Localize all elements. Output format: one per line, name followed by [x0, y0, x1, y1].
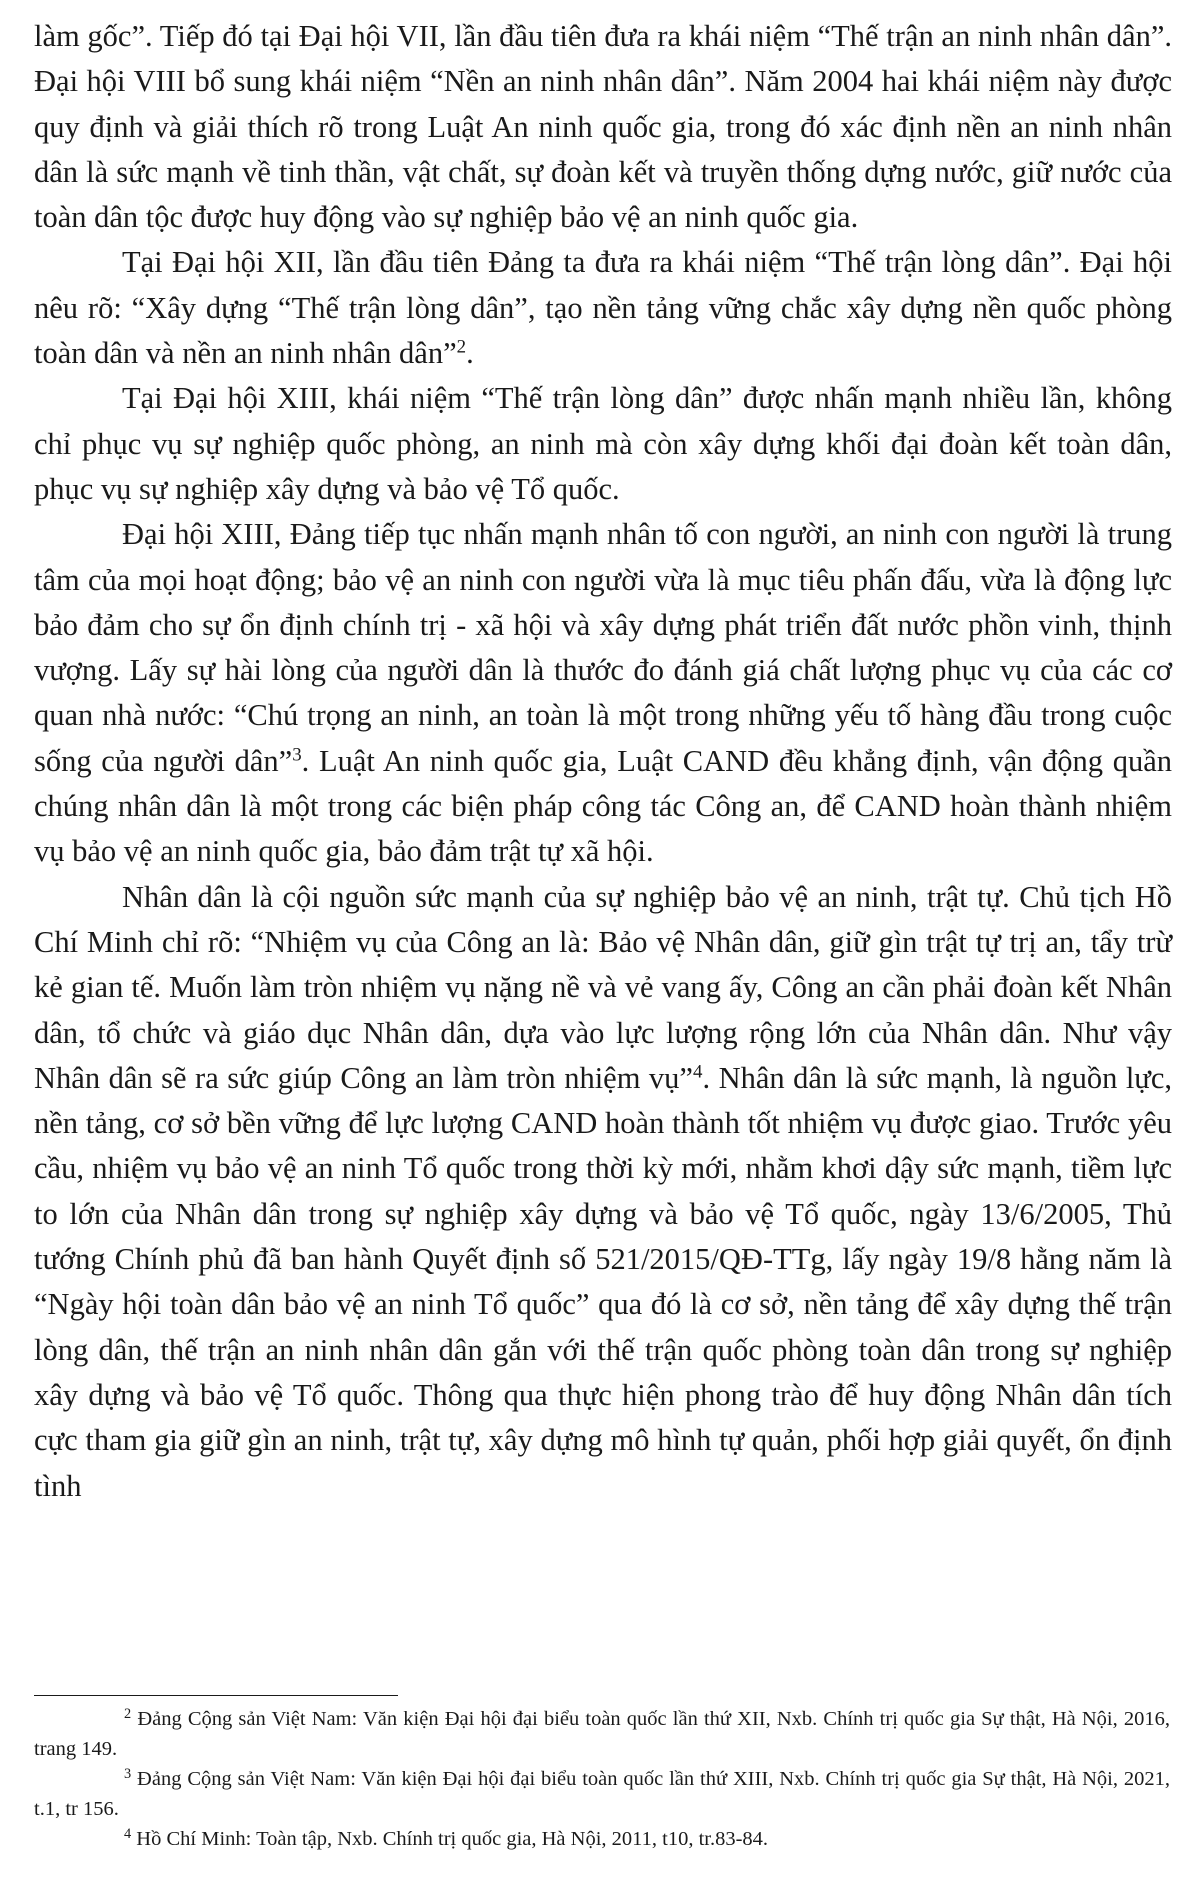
footnote-ref-3: 3: [292, 744, 302, 766]
body-text: [34, 14, 1172, 1509]
footnote-3: [34, 1764, 1170, 1824]
paragraph-5-end: . Nhân dân là sức mạnh, là nguồn lực, nền tảng, cơ sở bền vững để lực lượng CAND hoàn thành tốt nhiệm vụ được giao. Trước yêu cầu, nhiệm vụ bảo vệ an ninh Tổ quốc trong thời kỳ mới, nhằm khơi dậy sức mạnh, tiềm lực to lớn của Nhân dân trong sự nghiệp xây dựng và bảo vệ Tổ quốc, ngày 13/6/2005, Thủ tướng Chính phủ đã ban hành Quyết định số 521/2015/QĐ-TTg, lấy ngày 19/8 hằng năm là “Ngày hội toàn dân bảo vệ an ninh Tổ quốc” qua đó là cơ sở, nền tảng để xây dựng thế trận lòng dân, thế trận an ninh nhân dân gắn với thế trận quốc phòng toàn dân trong sự nghiệp xây dựng và bảo vệ Tổ quốc. Thông qua thực hiện phong trào để huy động Nhân dân tích cực tham gia giữ gìn an ninh, trật tự, xây dựng mô hình tự quản, phối hợp giải quyết, ổn định tình: [34, 1060, 1172, 1503]
footnote-number: 2: [124, 1705, 132, 1722]
paragraph-4-end: . Luật An ninh quốc gia, Luật CAND đều khẳng định, vận động quần chúng nhân dân là một trong các biện pháp công tác Công an, để CAND hoàn thành nhiệm vụ bảo vệ an ninh quốc gia, bảo đảm trật tự xã hội.: [34, 743, 1172, 869]
footnote-separator: [34, 1695, 398, 1696]
paragraph-2-end: .: [466, 336, 474, 371]
footnote-ref-4: 4: [692, 1061, 703, 1083]
paragraph-4: [34, 512, 1172, 874]
paragraph-4-text: Đại hội XIII, Đảng tiếp tục nhấn mạnh nhân tố con người, an ninh con người là trung tâm của mọi hoạt động; bảo vệ an ninh con người vừa là mục tiêu phấn đấu, vừa là động lực bảo đảm cho sự ổn định chính trị - xã hội và xây dựng phát triển đất nước phồn vinh, thịnh vượng. Lấy sự hài lòng của người dân là thước đo đánh giá chất lượng phục vụ của các cơ quan nhà nước: “Chú trọng an ninh, an toàn là một trong những yếu tố hàng đầu trong cuộc sống của người dân”: [34, 517, 1172, 778]
paragraph-5-text: Nhân dân là cội nguồn sức mạnh của sự nghiệp bảo vệ an ninh, trật tự. Chủ tịch Hồ Chí Minh chỉ rõ: “Nhiệm vụ của Công an là: Bảo vệ Nhân dân, giữ gìn trật tự trị an, tẩy trừ kẻ gian tế. Muốn làm tròn nhiệm vụ nặng nề và vẻ vang ấy, Công an cần phải đoàn kết Nhân dân, tổ chức và giáo dục Nhân dân, dựa vào lực lượng rộng lớn của Nhân dân. Như vậy Nhân dân sẽ ra sức giúp Công an làm tròn nhiệm vụ”: [34, 879, 1172, 1095]
footnote-number: 3: [124, 1765, 132, 1782]
paragraph-5: [34, 875, 1172, 1509]
footnote-2: [34, 1704, 1170, 1764]
footnotes: [34, 1704, 1170, 1854]
footnote-text: Đảng Cộng sản Việt Nam: Văn kiện Đại hội đại biểu toàn quốc lần thứ XII, Nxb. Chính trị quốc gia Sự thật, Hà Nội, 2016, trang 149.: [34, 1708, 1171, 1760]
footnote-number: 4: [124, 1825, 132, 1842]
footnote-ref-2: 2: [456, 336, 467, 358]
paragraph-3: Tại Đại hội XIII, khái niệm “Thế trận lòng dân” được nhấn mạnh nhiều lần, không chỉ phục vụ sự nghiệp quốc phòng, an ninh mà còn xây dựng khối đại đoàn kết toàn dân, phục vụ sự nghiệp xây dựng và bảo vệ Tổ quốc.: [34, 381, 1172, 506]
paragraph-2: [34, 240, 1172, 376]
footnote-text: Hồ Chí Minh: Toàn tập, Nxb. Chính trị quốc gia, Hà Nội, 2011, t10, tr.83-84.: [136, 1828, 769, 1850]
footnote-4: [34, 1824, 1170, 1854]
paragraph-1: làm gốc”. Tiếp đó tại Đại hội VII, lần đầu tiên đưa ra khái niệm “Thế trận an ninh nhân dân”. Đại hội VIII bổ sung khái niệm “Nền an ninh nhân dân”. Năm 2004 hai khái niệm này được quy định và giải thích rõ trong Luật An ninh quốc gia, trong đó xác định nền an ninh nhân dân là sức mạnh về tinh thần, vật chất, sự đoàn kết và truyền thống dựng nước, giữ nước của toàn dân tộc được huy động vào sự nghiệp bảo vệ an ninh quốc gia.: [34, 19, 1172, 235]
footnote-text: Đảng Cộng sản Việt Nam: Văn kiện Đại hội đại biểu toàn quốc lần thứ XIII, Nxb. Chính trị quốc gia Sự thật, Hà Nội, 2021, t.1, tr 156.: [34, 1768, 1170, 1820]
paragraph-2-text: Tại Đại hội XII, lần đầu tiên Đảng ta đưa ra khái niệm “Thế trận lòng dân”. Đại hội nêu rõ: “Xây dựng “Thế trận lòng dân”, tạo nền tảng vững chắc xây dựng nền quốc phòng toàn dân và nền an ninh nhân dân”: [34, 245, 1172, 371]
